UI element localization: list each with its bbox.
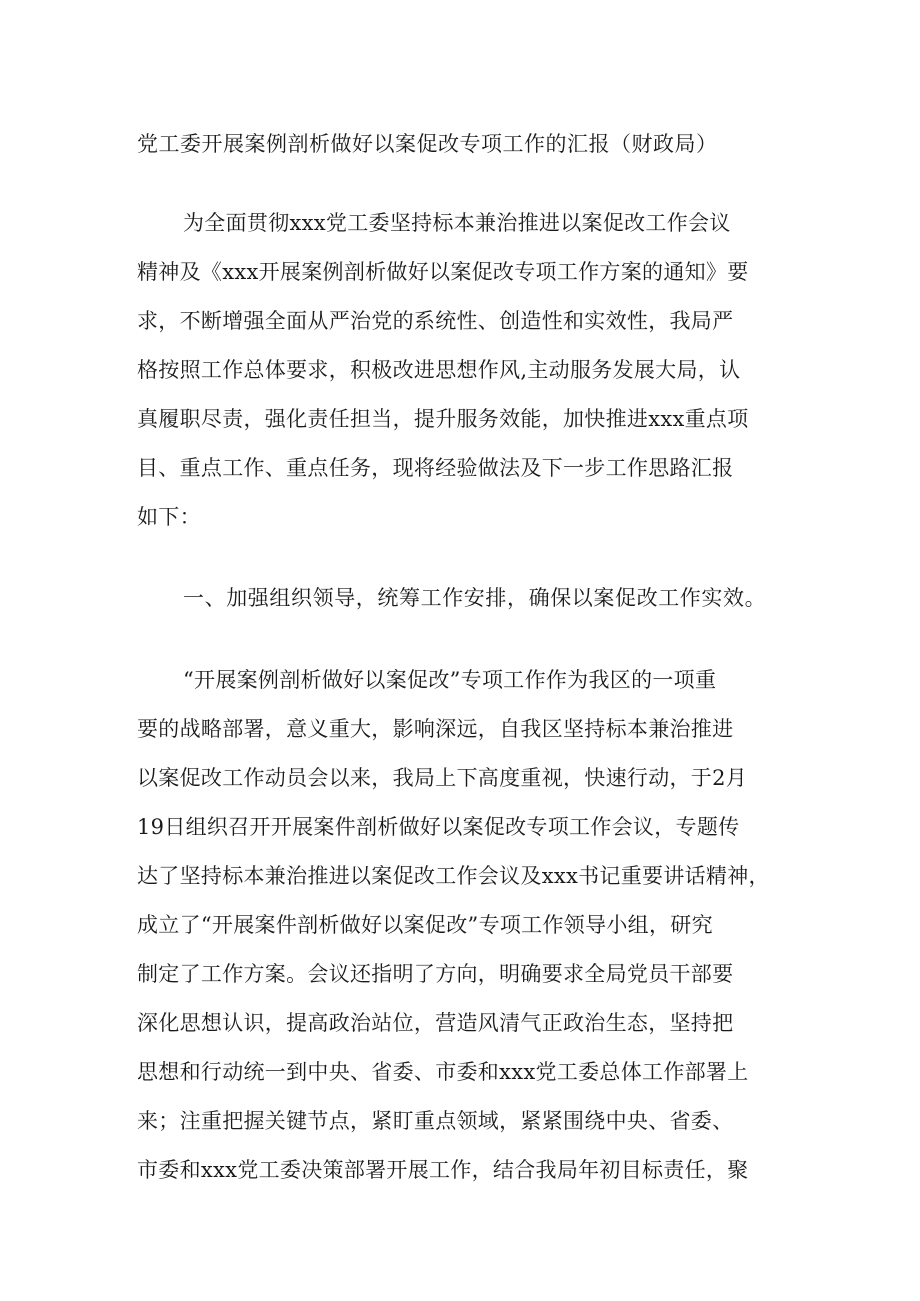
paragraph-line: 如下： <box>137 505 201 529</box>
paragraph-line: 思想和行动统一到中央、省委、市委和xxx党工委总体工作部署上 <box>137 1060 749 1084</box>
paragraph-line: 目、重点工作、重点任务，现将经验做法及下一步工作思路汇报 <box>137 456 734 480</box>
paragraph-line: 真履职尽责，强化责任担当，提升服务效能，加快推进xxx重点项 <box>137 407 749 431</box>
paragraph-line: 制定了工作方案。会议还指明了方向，明确要求全局党员干部要 <box>137 962 734 986</box>
body-paragraph <box>137 656 797 1195</box>
paragraph-line: 格按照工作总体要求，积极改进思想作风,主动服务发展大局，认 <box>137 358 741 382</box>
intro-paragraph <box>137 199 797 542</box>
paragraph-line: 以案促改工作动员会以来，我局上下高度重视，快速行动，于2月 <box>137 766 748 790</box>
paragraph-line: 求，不断增强全面从严治党的系统性、创造性和实效性，我局严 <box>137 309 734 333</box>
paragraph-line: 19日组织召开开展案件剖析做好以案促改专项工作会议，专题传 <box>137 815 740 839</box>
paragraph-line: 要的战略部署，意义重大，影响深远，自我区坚持标本兼治推进 <box>137 717 734 741</box>
paragraph-line: 精神及《xxx开展案例剖析做好以案促改专项工作方案的通知》要 <box>137 260 749 284</box>
paragraph-line: 来；注重把握关键节点，紧盯重点领域，紧紧围绕中央、省委、 <box>137 1109 734 1133</box>
section-heading <box>137 574 797 623</box>
document-title: 党工委开展案例剖析做好以案促改专项工作的汇报（财政局） <box>137 132 718 156</box>
paragraph-line: 深化思想认识，提高政治站位，营造风清气正政治生态，坚持把 <box>137 1011 734 1035</box>
section-heading-text: 一、加强组织领导，统筹工作安排，确保以案促改工作实效。 <box>183 586 767 610</box>
paragraph-line: 成立了“开展案件剖析做好以案促改”专项工作领导小组，研究 <box>137 913 713 937</box>
paragraph-line: 为全面贯彻xxx党工委坚持标本兼治推进以案促改工作会议 <box>183 211 731 235</box>
paragraph-line: 市委和xxx党工委决策部署开展工作，结合我局年初目标责任，聚 <box>137 1158 749 1182</box>
paragraph-line: 达了坚持标本兼治推进以案促改工作会议及xxx书记重要讲话精神， <box>137 864 770 888</box>
paragraph-line: “开展案例剖析做好以案促改”专项工作作为我区的一项重 <box>183 668 717 692</box>
